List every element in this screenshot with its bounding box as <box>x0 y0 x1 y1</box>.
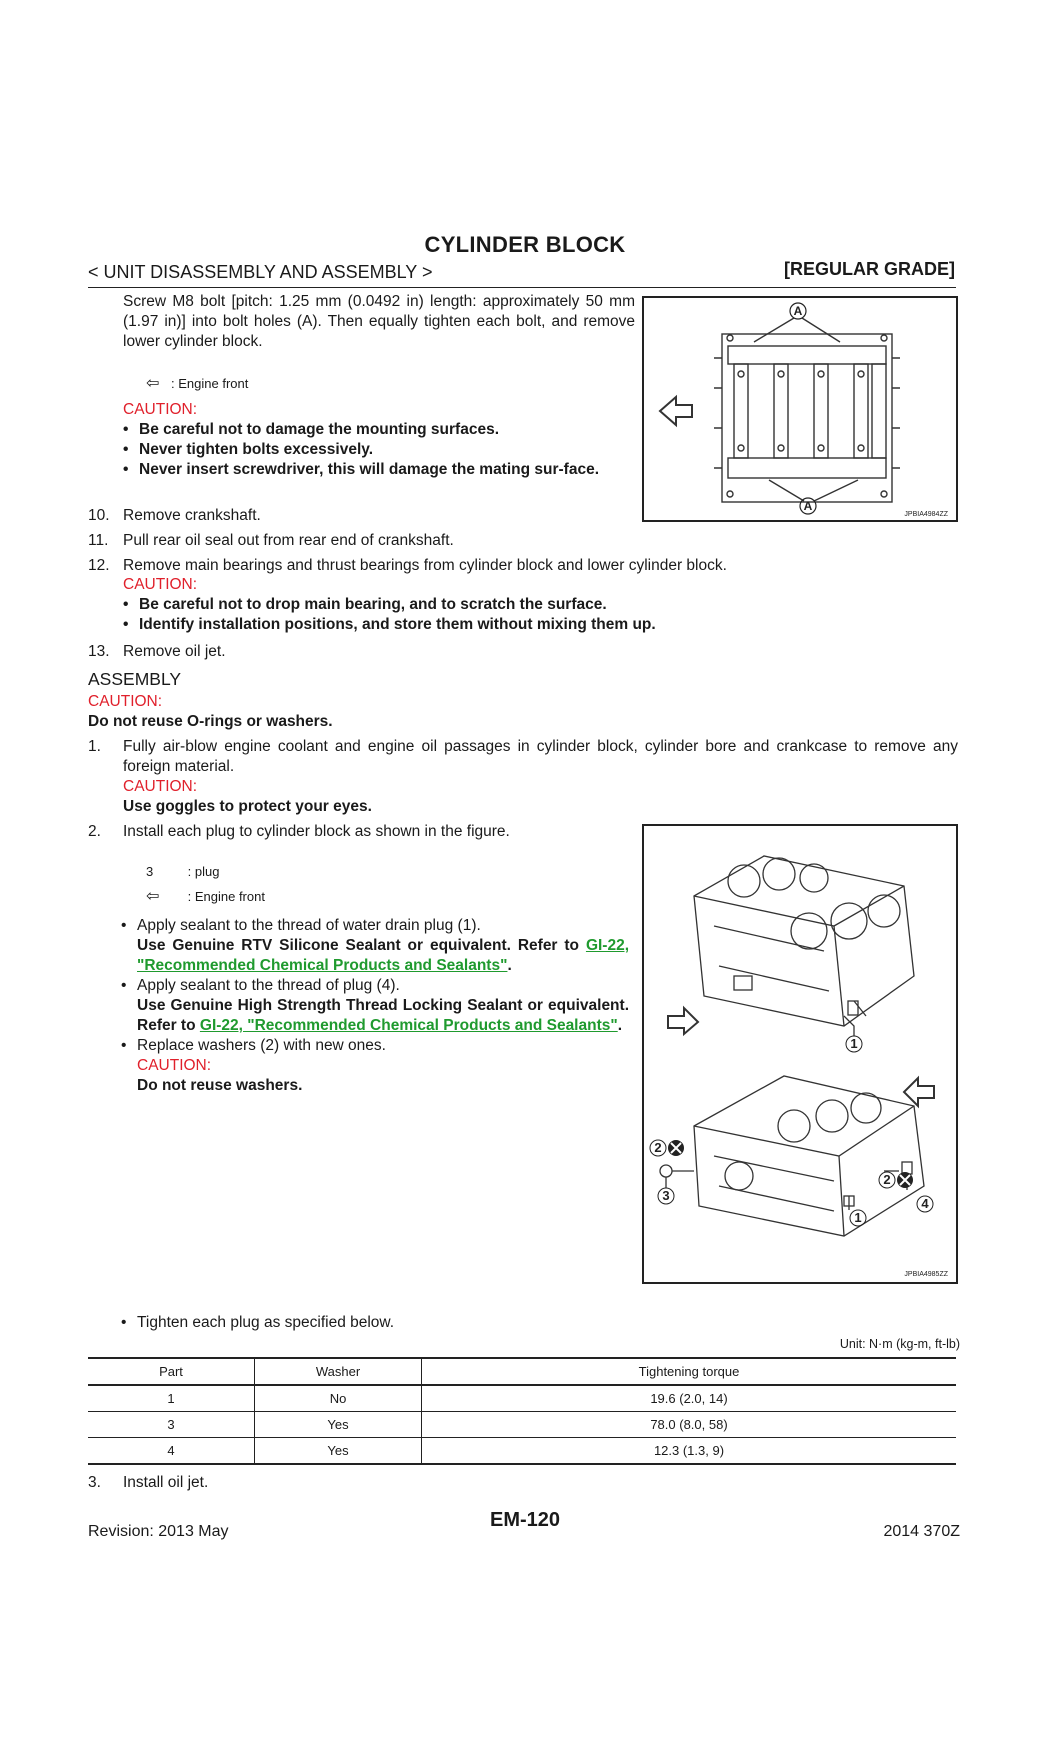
step-text: Remove oil jet. <box>123 643 226 660</box>
torque-table <box>88 1357 956 1465</box>
step-number: 10. <box>88 507 110 524</box>
cell-part: 3 <box>88 1412 255 1438</box>
step-text: Fully air-blow engine coolant and engine oil passages in cylinder block, cylinder bore and crankcase to remove any foreign material. <box>123 738 958 775</box>
instruction-text: Apply sealant to the thread of plug (4). <box>137 977 400 994</box>
tighten-text: • Tighten each plug as specified below. <box>121 1313 394 1333</box>
column-header: Washer <box>255 1358 422 1385</box>
instruction-text: Apply sealant to the thread of water drain plug (1). <box>137 917 481 934</box>
cylinder-block-bolt-diagram <box>644 298 956 520</box>
legend-number: 3 <box>146 864 154 879</box>
cell-torque: 78.0 (8.0, 58) <box>422 1412 957 1438</box>
figure-code: JPBIA4984ZZ <box>904 511 948 518</box>
assembly-step-1 <box>88 737 958 777</box>
step1-caution-text: Use goggles to protect your eyes. <box>123 798 372 815</box>
caution-item: • Be careful not to drop main bearing, and to scratch the surface. <box>123 595 943 615</box>
tighten-instruction <box>121 1313 394 1333</box>
instruction-item: • Apply sealant to the thread of plug (4). Use Genuine High Strength Thread Locking Sealant or equivalent. Refer to GI-22, "Recommended Chemical Products and Sealants". <box>121 976 629 1036</box>
step-text: Install oil jet. <box>123 1474 209 1491</box>
instruction-text: Replace washers (2) with new ones. <box>137 1037 386 1054</box>
caution-item: • Be careful not to damage the mounting surfaces. <box>123 420 635 440</box>
column-header: Part <box>88 1358 255 1385</box>
cylinder-block-plug-diagram <box>644 826 956 1282</box>
assembly-step-3 <box>88 1473 958 1493</box>
figure-cylinder-block-plugs <box>642 824 958 1284</box>
step-text: Pull rear oil seal out from rear end of crankshaft. <box>123 532 454 549</box>
table-header-row <box>88 1358 956 1385</box>
unit-label: Unit: N·m (kg-m, ft-lb) <box>839 1337 960 1351</box>
column-header: Tightening torque <box>422 1358 957 1385</box>
callout-4: 4 <box>921 1196 929 1211</box>
grade-label: [REGULAR GRADE] <box>784 259 955 279</box>
caution-item: • Never tighten bolts excessively. <box>123 440 635 460</box>
step-13 <box>88 642 958 662</box>
section-breadcrumb: < UNIT DISASSEMBLY AND ASSEMBLY > <box>88 262 433 282</box>
step-10 <box>88 506 958 526</box>
callout-3: 3 <box>662 1188 670 1203</box>
step-number: 3. <box>88 1474 101 1491</box>
assembly-caution-text: Do not reuse O-rings or washers. <box>88 713 333 730</box>
table-row <box>88 1412 956 1438</box>
callout-2-left: 2 <box>654 1140 662 1155</box>
caution-label: CAUTION: <box>123 401 198 418</box>
legend-label: : Engine front <box>171 376 249 391</box>
caution-item: • Identify installation positions, and store them without mixing them up. <box>123 615 943 635</box>
step9-text: Screw M8 bolt [pitch: 1.25 mm (0.0492 in) length: approximately 50 mm (1.97 in)] into bolt holes (A). Then equally tighten each bolt, and remove lower cylinder block. <box>123 293 635 350</box>
assembly-step-2 <box>88 822 628 842</box>
figure-lower-cylinder-block <box>642 296 958 522</box>
step-text: Install each plug to cylinder block as shown in the figure. <box>123 823 510 840</box>
table-row <box>88 1385 956 1412</box>
arrow-left-icon: ⇦ <box>146 888 160 905</box>
legend-engine-front <box>146 886 265 906</box>
caution-list <box>123 595 943 635</box>
cell-torque: 19.6 (2.0, 14) <box>422 1385 957 1412</box>
caution-list <box>123 420 635 480</box>
caution-label: CAUTION: <box>123 576 198 593</box>
caution-text: Do not reuse washers. <box>137 1077 303 1094</box>
callout-2-right: 2 <box>883 1172 891 1187</box>
caution-item: • Never insert screwdriver, this will damage the mating sur-face. <box>123 460 635 480</box>
page-number: EM-120 <box>489 1509 561 1531</box>
step-number: 13. <box>88 643 110 660</box>
legend-plug <box>146 864 219 879</box>
legend-engine-front <box>146 373 248 393</box>
cell-washer: Yes <box>255 1438 422 1465</box>
instruction-item: • Apply sealant to the thread of water drain plug (1). Use Genuine RTV Silicone Sealant or equivalent. Refer to GI-22, "Recommended Chemical Products and Sealants". <box>121 916 629 976</box>
step-text: Remove crankshaft. <box>123 507 261 524</box>
step-number: 11. <box>88 532 109 549</box>
caution-label: CAUTION: <box>88 693 163 710</box>
callout-1-lower: 1 <box>854 1210 862 1225</box>
legend-label: : Engine front <box>187 889 265 904</box>
caution-label: CAUTION: <box>123 778 198 795</box>
torque-table-wrapper <box>88 1357 956 1465</box>
revision-label: Revision: 2013 May <box>88 1523 229 1540</box>
sealant-reference-link[interactable]: GI-22, "Recommended Chemical Products and Sealants" <box>199 1017 618 1034</box>
cell-washer: Yes <box>255 1412 422 1438</box>
step-12 <box>88 556 958 576</box>
plug-instructions <box>121 916 629 1096</box>
instruction-bold: Use Genuine RTV Silicone Sealant or equivalent. Refer to <box>137 937 580 954</box>
figure-code: JPBIA4985ZZ <box>904 1271 948 1278</box>
table-row <box>88 1438 956 1465</box>
step-number: 1. <box>88 738 101 755</box>
assembly-heading: ASSEMBLY <box>88 669 182 689</box>
step-number: 2. <box>88 823 101 840</box>
header-divider <box>88 287 956 288</box>
instruction-item <box>121 1036 629 1096</box>
callout-a-bottom: A <box>803 499 813 513</box>
cell-part: 4 <box>88 1438 255 1465</box>
caution-label: CAUTION: <box>137 1057 212 1074</box>
model-label: 2014 370Z <box>883 1523 960 1540</box>
cell-washer: No <box>255 1385 422 1412</box>
cell-part: 1 <box>88 1385 255 1412</box>
step-text: Remove main bearings and thrust bearings from cylinder block and lower cylinder block. <box>123 557 727 574</box>
sealant-reference-link[interactable]: GI-22, "Recommended Chemical Products and Sealants" <box>137 937 630 974</box>
instruction-bold: Use Genuine High Strength Thread Locking Sealant or equivalent. Refer to <box>137 997 629 1034</box>
legend-label: : plug <box>187 864 220 879</box>
arrow-left-icon: ⇦ <box>146 375 160 392</box>
step-11 <box>88 531 958 551</box>
page-title: CYLINDER BLOCK <box>424 232 626 257</box>
cell-torque: 12.3 (1.3, 9) <box>422 1438 957 1465</box>
callout-1-upper: 1 <box>850 1036 858 1051</box>
callout-a-top: A <box>793 304 803 318</box>
step-number: 12. <box>88 557 110 574</box>
